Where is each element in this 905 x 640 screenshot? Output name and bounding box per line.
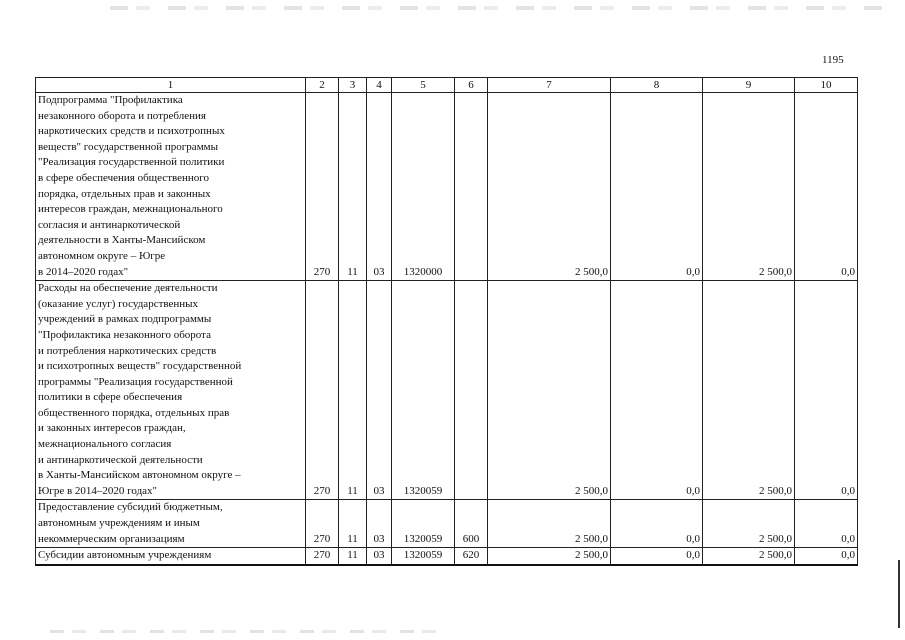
- cell-amount: 2 500,0: [488, 500, 611, 548]
- column-header: 3: [339, 78, 367, 93]
- cell-expense-type: [455, 93, 488, 281]
- cell-subsection: 03: [367, 500, 392, 548]
- page-edge-line: [898, 560, 900, 628]
- column-header: 4: [367, 78, 392, 93]
- column-header: 9: [703, 78, 795, 93]
- cell-amount: 0,0: [611, 93, 703, 281]
- cell-amount: 2 500,0: [703, 281, 795, 500]
- cell-admin-code: 270: [306, 93, 339, 281]
- cell-expense-type: 620: [455, 548, 488, 565]
- cell-admin-code: 270: [306, 281, 339, 500]
- cell-amount: 2 500,0: [703, 93, 795, 281]
- cell-admin-code: 270: [306, 500, 339, 548]
- column-header: 1: [36, 78, 306, 93]
- column-header: 5: [392, 78, 455, 93]
- cell-target-article: 1320000: [392, 93, 455, 281]
- cell-amount: 0,0: [795, 93, 858, 281]
- table-row: [36, 281, 858, 500]
- cell-expense-type: 600: [455, 500, 488, 548]
- cell-amount: 2 500,0: [488, 93, 611, 281]
- cell-target-article: 1320059: [392, 548, 455, 565]
- cell-amount: 0,0: [611, 548, 703, 565]
- row-name: Подпрограмма "Профилактика незаконного оборота и потребления наркотических средств и психотропных веществ" государственной программы "Реализация государственной политики в сфере обеспечения общественного порядка, отдельных прав и законных интересов граждан, межнационального согласия и антинаркотической деятельности в Ханты-Мансийском автономном округе – Югре в 2014–2020 годах": [36, 93, 306, 281]
- row-name: Субсидии автономным учреждениям: [36, 548, 306, 565]
- cell-amount: 0,0: [795, 548, 858, 565]
- cell-subsection: 03: [367, 281, 392, 500]
- cell-amount: 2 500,0: [488, 548, 611, 565]
- cell-expense-type: [455, 281, 488, 500]
- column-header: 6: [455, 78, 488, 93]
- cell-target-article: 1320059: [392, 500, 455, 548]
- cell-admin-code: 270: [306, 548, 339, 565]
- cell-section: 11: [339, 548, 367, 565]
- cell-section: 11: [339, 281, 367, 500]
- cell-target-article: 1320059: [392, 281, 455, 500]
- budget-table: [35, 77, 858, 566]
- row-name: Предоставление субсидий бюджетным, автономным учреждениям и иным некоммерческим организациям: [36, 500, 306, 548]
- table-row: [36, 93, 858, 281]
- header-row: [36, 78, 858, 93]
- column-header: 8: [611, 78, 703, 93]
- scan-artifact-bottom: [50, 630, 450, 633]
- cell-amount: 0,0: [795, 500, 858, 548]
- row-name: Расходы на обеспечение деятельности (оказание услуг) государственных учреждений в рамках подпрограммы "Профилактика незаконного оборота и потребления наркотических средств и психотропных веществ" государственной программы "Реализация государственной политики в сфере обеспечения общественного порядка, отдельных прав и законных интересов граждан, межнационального согласия и антинаркотической деятельности в Ханты-Мансийском автономном округе – Югре в 2014–2020 годах": [36, 281, 306, 500]
- cell-subsection: 03: [367, 93, 392, 281]
- column-header: 2: [306, 78, 339, 93]
- cell-amount: 2 500,0: [703, 548, 795, 565]
- page-number: 1195: [822, 54, 844, 66]
- table-row: [36, 500, 858, 548]
- cell-amount: 2 500,0: [703, 500, 795, 548]
- table-row: [36, 548, 858, 565]
- cell-section: 11: [339, 500, 367, 548]
- column-header: 7: [488, 78, 611, 93]
- cell-amount: 2 500,0: [488, 281, 611, 500]
- scan-artifact-top: [110, 6, 890, 10]
- cell-subsection: 03: [367, 548, 392, 565]
- cell-amount: 0,0: [795, 281, 858, 500]
- cell-section: 11: [339, 93, 367, 281]
- cell-amount: 0,0: [611, 500, 703, 548]
- column-header: 10: [795, 78, 858, 93]
- cell-amount: 0,0: [611, 281, 703, 500]
